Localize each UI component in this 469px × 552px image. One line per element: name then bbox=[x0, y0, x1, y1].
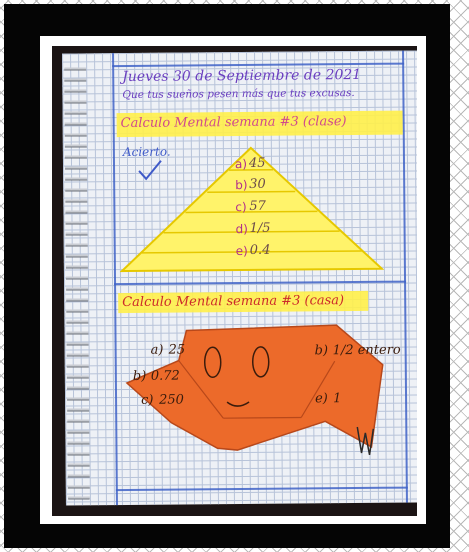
teacher-signature-icon bbox=[353, 423, 375, 459]
answer-value: 1/2 entero bbox=[332, 342, 401, 359]
section1-title: Calculo Mental semana #3 (clase) bbox=[120, 114, 347, 132]
notebook-page bbox=[62, 50, 417, 505]
answer-label: a) bbox=[234, 156, 248, 172]
answer-label: b) bbox=[132, 368, 147, 384]
bottom-rule-line bbox=[116, 487, 408, 492]
middle-rule-line bbox=[114, 281, 406, 286]
answer-value: 250 bbox=[158, 392, 184, 408]
answer-label: c) bbox=[235, 199, 247, 215]
answer-value: 0.72 bbox=[150, 368, 180, 384]
motto-line: Que tus sueños pesen más que tus excusas. bbox=[122, 87, 355, 102]
correct-note: Acierto. bbox=[122, 144, 171, 160]
answer-label: b) bbox=[314, 343, 329, 359]
answer-label: e) bbox=[235, 243, 248, 259]
answer-label: d) bbox=[235, 221, 248, 237]
date-line: Jueves 30 de Septiembre de 2021 bbox=[122, 66, 362, 86]
answer-value: 30 bbox=[249, 176, 266, 192]
answer-value: 45 bbox=[248, 155, 266, 171]
section2-title: Calculo Mental semana #3 (casa) bbox=[122, 293, 345, 311]
answer-label: c) bbox=[140, 392, 154, 408]
answer-label: e) bbox=[314, 391, 328, 407]
notebook-photo bbox=[52, 46, 417, 516]
spiral-binding bbox=[64, 63, 90, 503]
answer-label: a) bbox=[150, 342, 164, 358]
right-margin-line bbox=[402, 51, 408, 503]
answer-label: b) bbox=[235, 177, 248, 193]
answer-value: 0.4 bbox=[249, 242, 271, 258]
answer-value: 25 bbox=[168, 342, 186, 358]
answer-value: 57 bbox=[249, 198, 266, 214]
answer-value: 1 bbox=[332, 391, 342, 407]
answer-value: 1/5 bbox=[249, 220, 271, 236]
